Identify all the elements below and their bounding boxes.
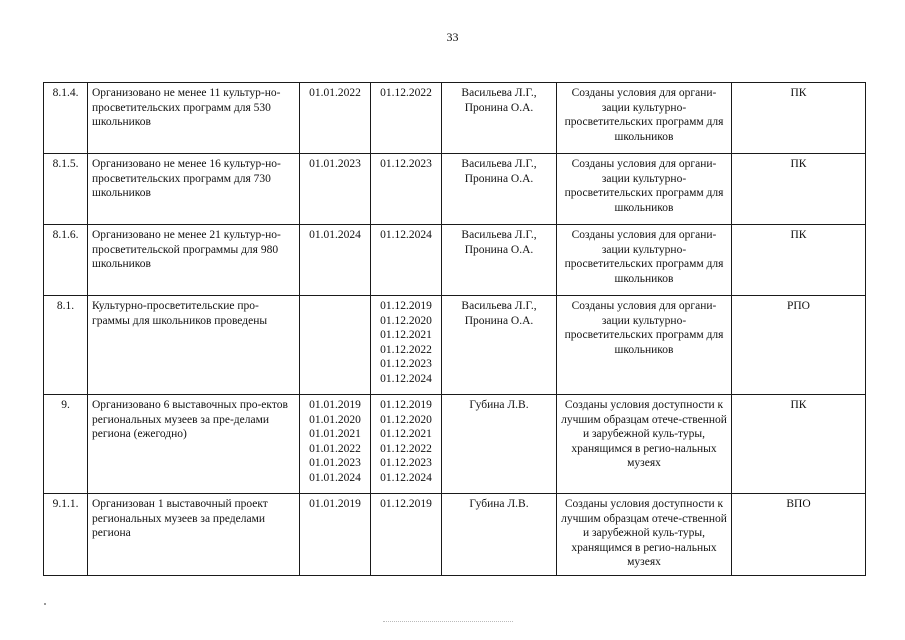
responsible-person: Васильева Л.Г., Пронина О.А. — [442, 225, 557, 296]
end-date: 01.12.2024 — [380, 229, 432, 241]
expected-result: Созданы условия для органи-зации культурно-просветительских программ для школьников — [557, 225, 732, 296]
end-date: 01.12.2019 — [380, 300, 432, 312]
end-date: 01.12.2022 — [380, 87, 432, 99]
start-dates — [300, 225, 371, 296]
end-dates — [371, 494, 442, 576]
end-dates — [371, 395, 442, 494]
start-dates — [300, 494, 371, 576]
end-dates — [371, 225, 442, 296]
end-dates — [371, 296, 442, 395]
start-dates — [300, 154, 371, 225]
responsible-person: Васильева Л.Г., Пронина О.А. — [442, 83, 557, 154]
expected-result: Созданы условия для органи-зации культурно-просветительских программ для школьников — [557, 296, 732, 395]
end-dates — [371, 154, 442, 225]
row-number: 8.1.4. — [44, 83, 88, 154]
start-date: 01.01.2019 — [309, 399, 361, 411]
start-date: 01.01.2020 — [309, 413, 361, 426]
scan-artifact — [383, 621, 513, 624]
event-name: Организовано не менее 21 культур-но-просветительской программы для 980 школьников — [88, 225, 300, 296]
table-row — [44, 225, 866, 296]
end-date: 01.12.2021 — [380, 329, 432, 342]
row-number: 8.1. — [44, 296, 88, 395]
start-date: 01.01.2022 — [309, 87, 361, 99]
end-date: 01.12.2024 — [380, 471, 432, 484]
row-number: 8.1.6. — [44, 225, 88, 296]
event-name: Организовано 6 выставочных про-ектов региональных музеев за пре-делами региона (ежегодно) — [88, 395, 300, 494]
table-row — [44, 154, 866, 225]
table-row — [44, 83, 866, 154]
expected-result: Созданы условия доступности к лучшим образцам отече-ственной и зарубежной куль-туры, хранящимся в регио-нальных музеях — [557, 395, 732, 494]
end-date: 01.12.2023 — [380, 358, 432, 371]
plan-table — [43, 82, 866, 576]
row-number: 9. — [44, 395, 88, 494]
table-row — [44, 296, 866, 395]
document-type: ПК — [732, 83, 866, 154]
document-type: ПК — [732, 225, 866, 296]
end-date: 01.12.2022 — [380, 442, 432, 455]
document-type: ВПО — [732, 494, 866, 576]
expected-result: Созданы условия для органи-зации культурно-просветительских программ для школьников — [557, 83, 732, 154]
start-date: 01.01.2023 — [309, 158, 361, 170]
table-row — [44, 494, 866, 576]
start-dates — [300, 395, 371, 494]
end-date: 01.12.2023 — [380, 158, 432, 170]
responsible-person: Васильева Л.Г., Пронина О.А. — [442, 154, 557, 225]
row-number: 9.1.1. — [44, 494, 88, 576]
event-name: Организован 1 выставочный проект региональных музеев за пределами региона — [88, 494, 300, 576]
responsible-person: Губина Л.В. — [442, 395, 557, 494]
plan-table-body — [44, 83, 866, 576]
start-dates — [300, 296, 371, 395]
end-date: 01.12.2023 — [380, 457, 432, 470]
end-date: 01.12.2022 — [380, 343, 432, 356]
start-dates — [300, 83, 371, 154]
end-date: 01.12.2021 — [380, 428, 432, 441]
end-date: 01.12.2020 — [380, 413, 432, 426]
event-name: Организовано не менее 11 культур-но-просветительских программ для 530 школьников — [88, 83, 300, 154]
end-date: 01.12.2024 — [380, 372, 432, 385]
scan-dot — [44, 603, 46, 605]
start-date: 01.01.2022 — [309, 442, 361, 455]
row-number: 8.1.5. — [44, 154, 88, 225]
end-date: 01.12.2019 — [380, 399, 432, 411]
event-name: Организовано не менее 16 культур-но-просветительских программ для 730 школьников — [88, 154, 300, 225]
end-date: 01.12.2019 — [380, 498, 432, 510]
page-number: 33 — [446, 30, 459, 44]
end-dates — [371, 83, 442, 154]
start-date: 01.01.2019 — [309, 498, 361, 510]
document-type: ПК — [732, 395, 866, 494]
start-date: 01.01.2024 — [309, 229, 361, 241]
table-row — [44, 395, 866, 494]
event-name: Культурно-просветительские про-граммы для школьников проведены — [88, 296, 300, 395]
responsible-person: Губина Л.В. — [442, 494, 557, 576]
start-date: 01.01.2023 — [309, 457, 361, 470]
expected-result: Созданы условия для органи-зации культурно-просветительских программ для школьников — [557, 154, 732, 225]
end-date: 01.12.2020 — [380, 314, 432, 327]
responsible-person: Васильева Л.Г., Пронина О.А. — [442, 296, 557, 395]
expected-result: Созданы условия доступности к лучшим образцам отече-ственной и зарубежной куль-туры, хранящимся в регио-нальных музеях — [557, 494, 732, 576]
start-date: 01.01.2024 — [309, 471, 361, 484]
document-type: ПК — [732, 154, 866, 225]
start-date: 01.01.2021 — [309, 428, 361, 441]
document-type: РПО — [732, 296, 866, 395]
